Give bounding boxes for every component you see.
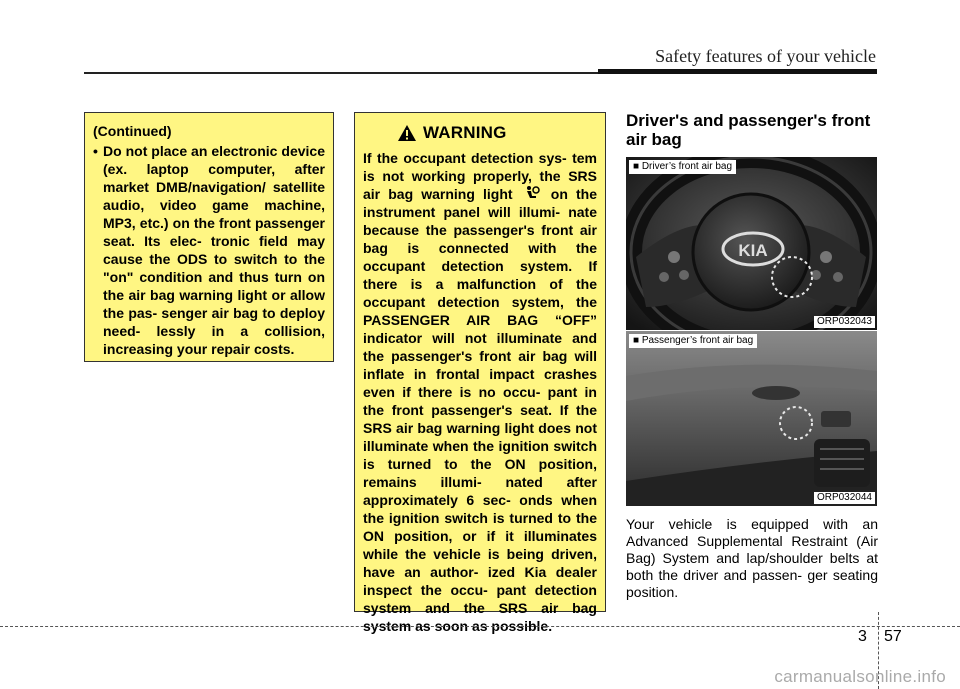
warning-box (354, 112, 606, 634)
chapter-number: 3 (858, 628, 867, 645)
warning-text-part2: on the instrument panel will illumi- nate because the passenger's front air bag is connected with the occupant detection system. If there is a malfunction of the occupant detection system, the PASSENGER AIR BAG “OFF” indicator will not illuminate and the passenger's front air bag will inflate in frontal impact crashes even if there is no occu- pant in the front passenger's seat. If the SRS air bag warning light does not illuminate when the ignition switch is turned to the ON position, remains illumi- nated after approximately 6 sec- onds when the ignition switch is turned to the ON position, or if it illuminates while the vehicle is being driven, have an author- ized Kia dealer inspect the occu- pant detection system and the SRS air bag system as soon as possible. (363, 186, 597, 634)
section-heading: Driver's and passenger's front air bag (626, 111, 871, 149)
photo1-code: ORP032043 (814, 316, 875, 328)
warning-header (397, 121, 597, 145)
passenger-airbag-photo (626, 331, 877, 506)
warning-triangle-icon (397, 124, 417, 142)
caution-bullet-item (93, 142, 325, 358)
steering-wheel-illustration (626, 157, 877, 330)
footer-rule (0, 626, 960, 627)
warning-text (363, 149, 597, 635)
page-number: 57 (884, 628, 902, 645)
caution-bullet-text: Do not place an electronic device (ex. laptop computer, after market DMB/navigation/ satellite audio, video game machine, MP3, etc.) on the front passenger seat. Its elec- tronic field may cause the ODS to switch to the "on" condition and thus turn on the air bag warning light or allow the pas- senger air bag to deploy need- lessly in a collision, increasing your repair costs. (103, 143, 325, 357)
photo2-label: ■ Passenger’s front air bag (629, 334, 757, 348)
section-body-text: Your vehicle is equipped with an Advanced Supplemental Restraint (Air Bag) System and lap/shoulder belts at both the driver and passen- ger seating position. (626, 516, 878, 600)
dashboard-illustration (626, 331, 877, 506)
continued-caution-box (84, 112, 334, 362)
photo2-code: ORP032044 (814, 492, 875, 504)
bullet-mark: • (93, 143, 98, 159)
warning-text-part1: If the occupant detection sys- tem is not working properly, the SRS air bag warning light (363, 150, 597, 202)
kia-logo: KIA (738, 241, 768, 260)
driver-airbag-photo (626, 157, 877, 330)
header-rule-accent (598, 69, 877, 74)
watermark: carmanualsonline.info (774, 667, 946, 686)
airbag-warning-light-icon (524, 185, 540, 201)
photo1-label: ■ Driver’s front air bag (629, 160, 736, 174)
warning-title: WARNING (423, 123, 507, 142)
running-header-title: Safety features of your vehicle (655, 46, 876, 66)
continued-label: (Continued) (93, 123, 172, 139)
